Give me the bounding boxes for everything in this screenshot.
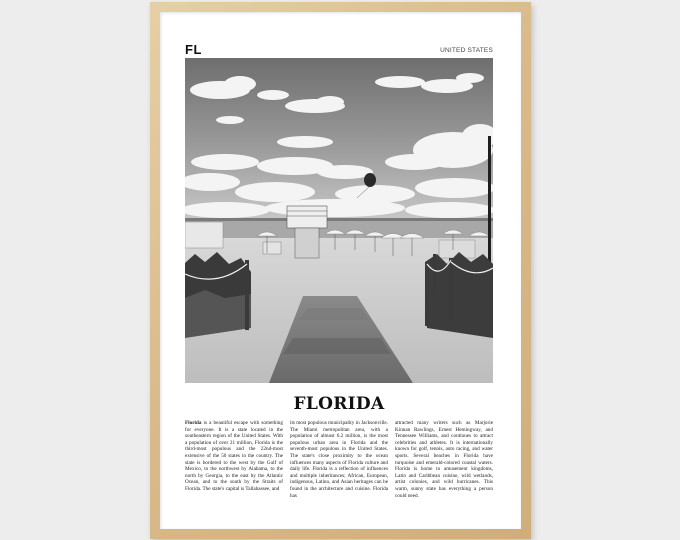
description-lead: Florida (185, 420, 202, 426)
description-column-1 (185, 420, 283, 518)
pole (488, 136, 491, 262)
description (185, 420, 493, 518)
beach-photo (185, 58, 493, 383)
parasail (364, 173, 376, 187)
state-code: FL (185, 42, 202, 57)
description-column-2 (290, 420, 388, 518)
description-column-3 (395, 420, 493, 518)
country-label: UNITED STATES (440, 47, 493, 54)
poster-title: FLORIDA (293, 394, 385, 414)
sea (185, 218, 493, 240)
description-text-3: attracted many writers such as Marjorie Kinnan Rawlings, Ernest Hemingway, and Tennessee Williams, and continues to attract celebrities and athletes. It is internationally known for golf, tennis, auto racing, and water sports. Several beaches in Florida have turquoise and emerald-colored coastal waters. Florida is home to amusement kingdoms, Latin and Caribbean cuisine, wild wetlands, artist colonies, and wild hurricanes. This warm, sunny state has everything a person could need. (395, 420, 493, 499)
description-text-1: is a beautiful escape with something for everyone. It is a state located in the southeastern region of the United States. With a population of over 21 million, Florida is the third-most populous and the 22nd-most extensive of the 50 states in the country. The state is bordered to the west by the Gulf of Mexico, to the northwest by Alabama, to the north by Georgia, to the east by the Atlantic Ocean, and to the south by the Straits of Florida. The state's capital is Tallahassee, and (185, 420, 283, 492)
beach-scene-illustration (185, 58, 493, 383)
description-text-2: its most populous municipality in Jacksonville. The Miami metropolitan area, with a population of almost 6.2 million, is the most populous urban area in Florida and the seventh-most populous in the United States. The state's close proximity to the ocean influences many aspects of Florida culture and daily life. Florida is a reflection of influences and multiple inheritances; African, European, indigenous, Latino, and Asian heritages can be found in the architecture and cuisine. Florida has (290, 420, 388, 499)
